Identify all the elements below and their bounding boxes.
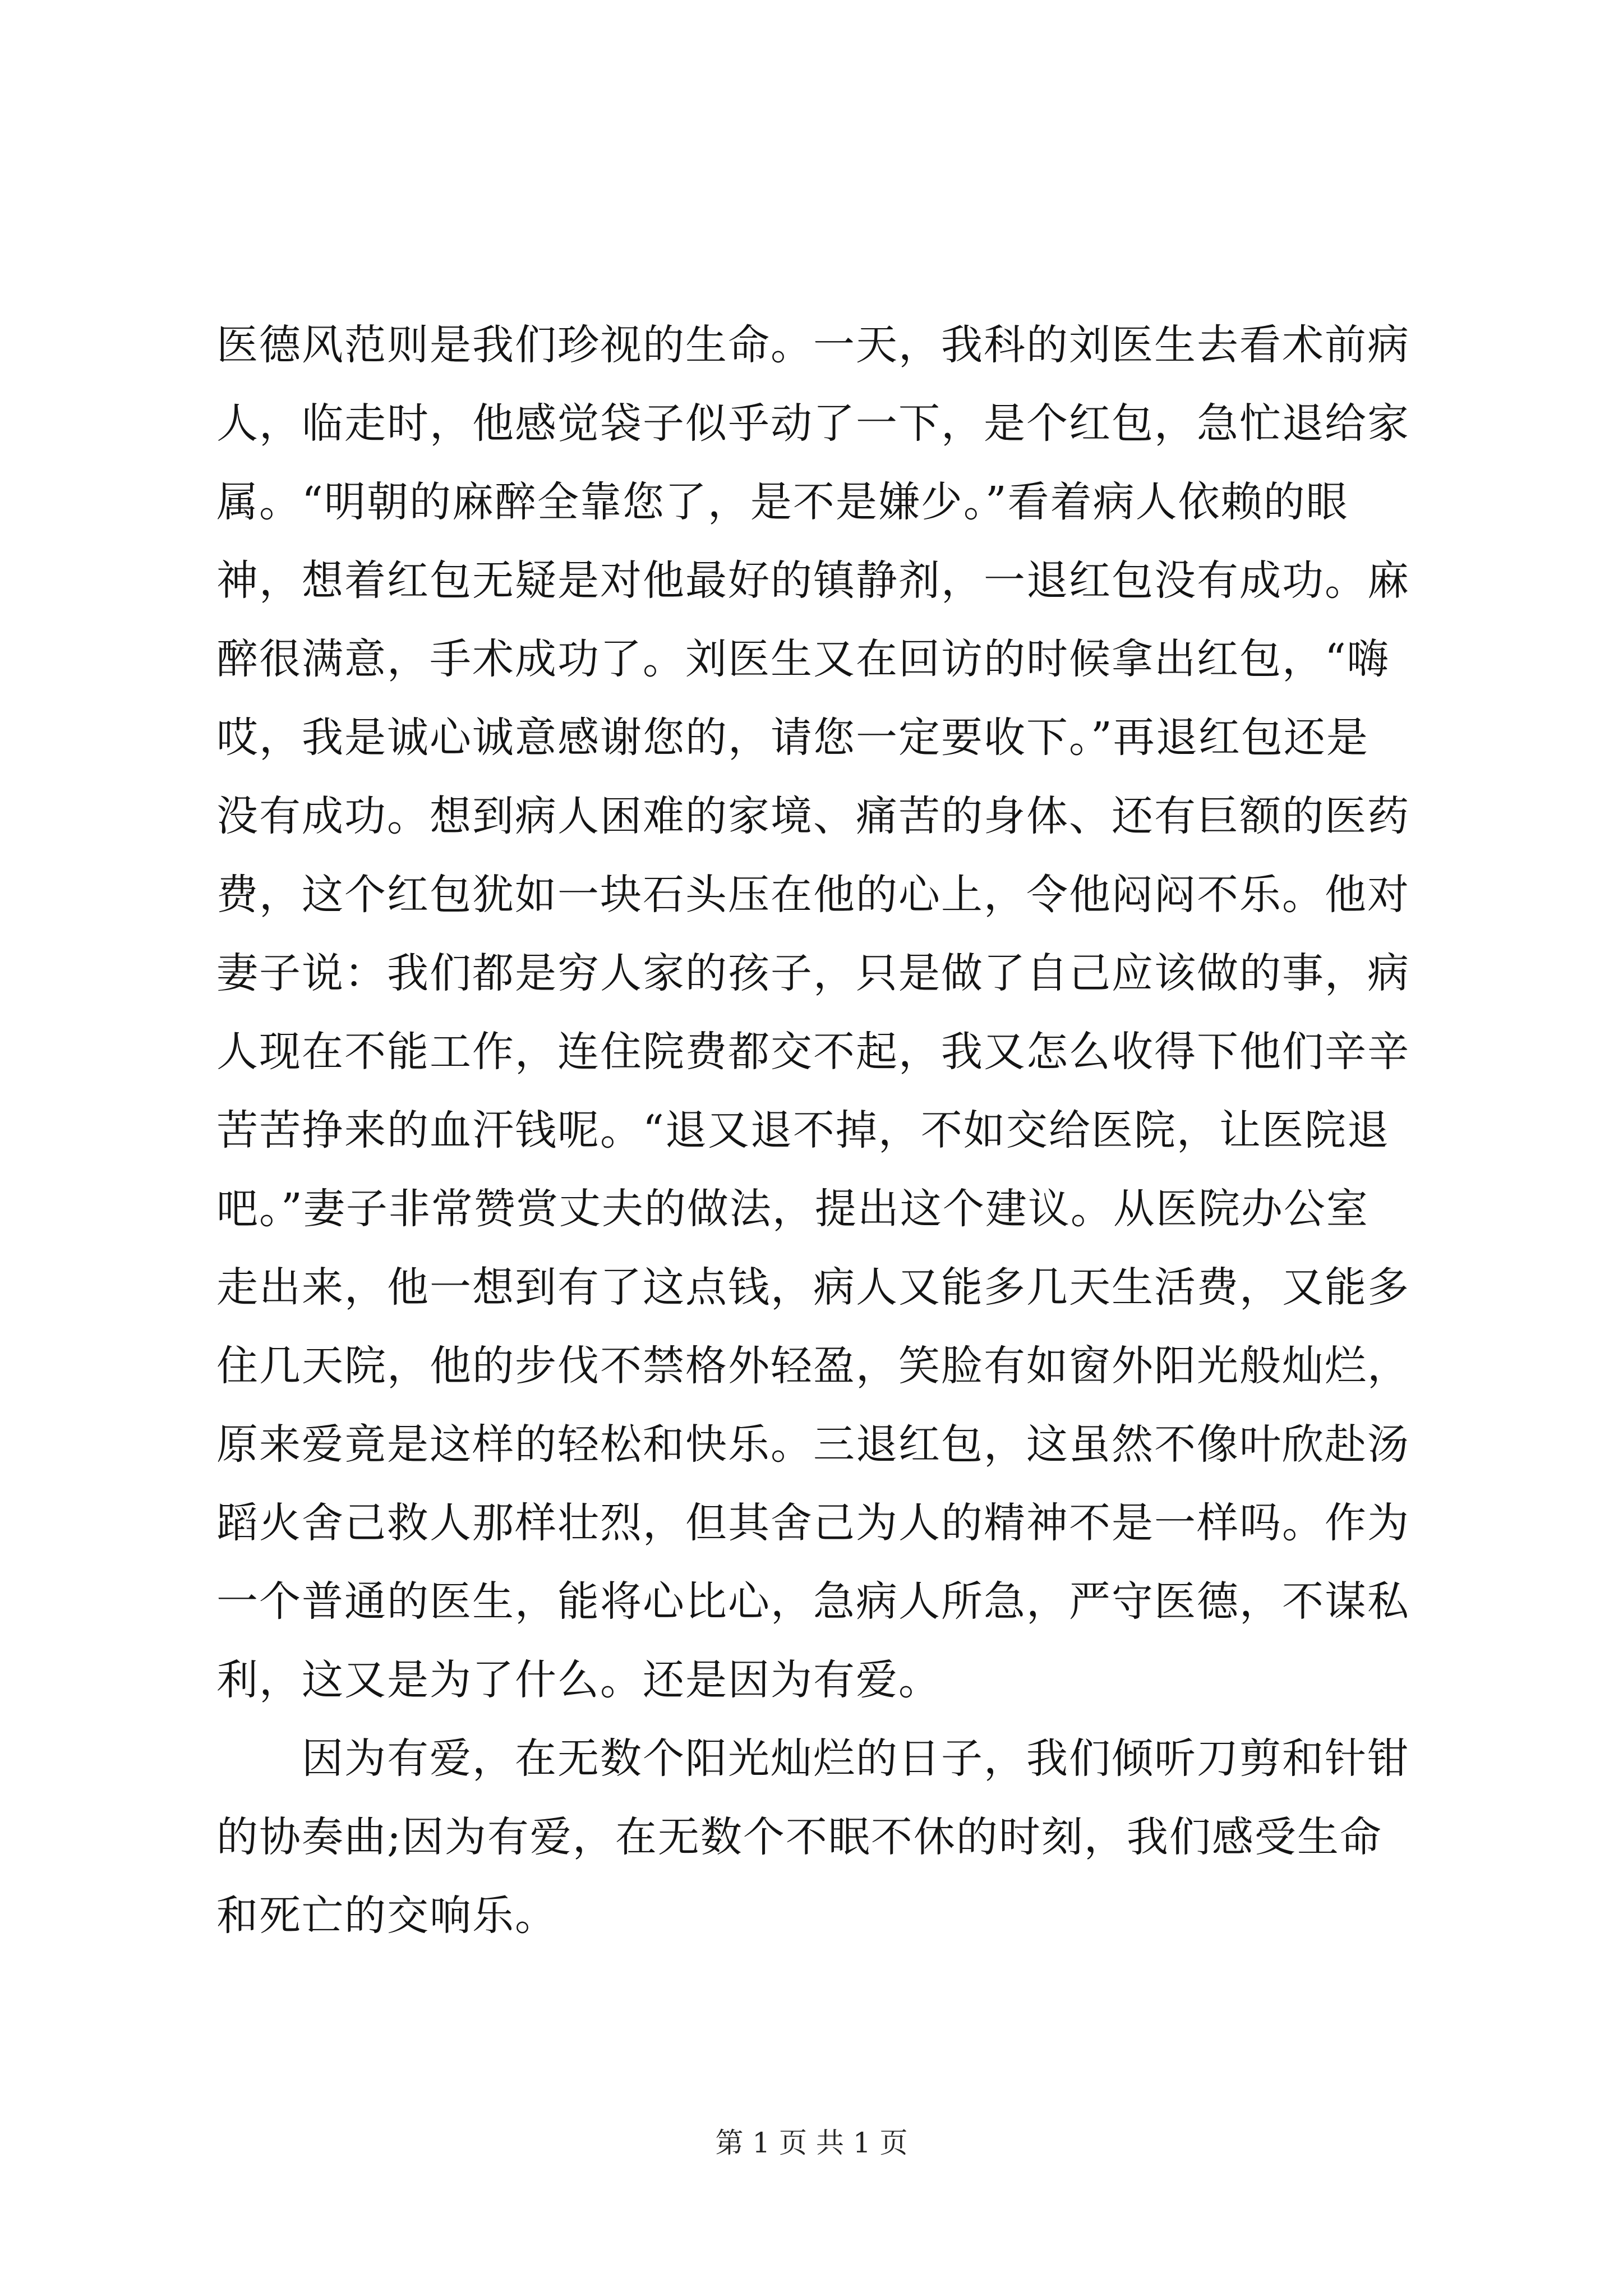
text-line: 利，这又是为了什么。还是因为有爱。 xyxy=(216,1656,941,1704)
text-line: 医德风范则是我们珍视的生命。一天，我科的刘医生去看术前病 xyxy=(216,321,1410,369)
text-line: 吧。”妻子非常赞赏丈夫的做法，提出这个建议。从医院办公室 xyxy=(216,1185,1369,1233)
text-line: 妻子说：我们都是穷人家的孩子，只是做了自己应该做的事，病 xyxy=(216,949,1410,997)
text-line: 苦苦挣来的血汗钱呢。“退又退不掉，不如交给医院，让医院退 xyxy=(216,1106,1390,1154)
paragraph-start-line: 因为有爱，在无数个阳光灿烂的日子，我们倾听刀剪和针钳 xyxy=(216,1734,1410,1783)
text-line: 住几天院，他的步伐不禁格外轻盈，笑脸有如窗外阳光般灿烂， xyxy=(216,1342,1410,1390)
text-line: 属。“明朝的麻醉全靠您了，是不是嫌少。”看着病人依赖的眼 xyxy=(216,478,1349,526)
text-line: 神，想着红包无疑是对他最好的镇静剂，一退红包没有成功。麻 xyxy=(216,556,1410,605)
text-line: 哎，我是诚心诚意感谢您的，请您一定要收下。”再退红包还是 xyxy=(216,714,1369,762)
text-line: 人现在不能工作，连住院费都交不起，我又怎么收得下他们辛辛 xyxy=(216,1028,1410,1076)
text-line: 醉很满意，手术成功了。刘医生又在回访的时候拿出红包，“嗨 xyxy=(216,635,1390,683)
text-line: 的协奏曲;因为有爱，在无数个不眠不休的时刻，我们感受生命 xyxy=(216,1813,1382,1861)
text-line: 走出来，他一想到有了这点钱，病人又能多几天生活费，又能多 xyxy=(216,1263,1410,1312)
page-footer: 第 1 页 共 1 页 xyxy=(715,2127,908,2159)
text-line: 一个普通的医生，能将心比心，急病人所急，严守医德，不谋私 xyxy=(216,1577,1410,1626)
text-line: 蹈火舍己救人那样壮烈，但其舍己为人的精神不是一样吗。作为 xyxy=(216,1499,1410,1547)
text-line: 人，临走时，他感觉袋子似乎动了一下，是个红包，急忙退给家 xyxy=(216,399,1410,448)
text-line: 原来爱竟是这样的轻松和快乐。三退红包，这虽然不像叶欣赴汤 xyxy=(216,1420,1410,1469)
text-line: 和死亡的交响乐。 xyxy=(216,1892,557,1940)
text-line: 没有成功。想到病人困难的家境、痛苦的身体、还有巨额的医药 xyxy=(216,792,1410,840)
text-line: 费，这个红包犹如一块石头压在他的心上，令他闷闷不乐。他对 xyxy=(216,871,1410,919)
